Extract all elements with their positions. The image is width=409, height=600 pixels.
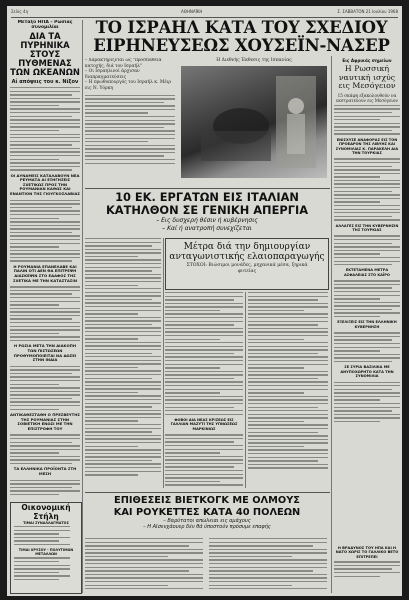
right-story3-head: ΑΛΛΑΓΕΣ ΕΙΣ ΤΗΝ ΚΥΒΕΡΝΗΣΙΝ ΤΗΣ ΤΟΥΡΚΙΑΣ bbox=[335, 223, 399, 233]
left-story2-head: ΟΙ ΔΥΝΑΜΕΙΣ ΚΑΤΑΛΑΒΟΥΝ ΝΕΑ ΡΕΥΜΑΤΑ ΑΙ ΕΞΗΓΗΣΕΙΣ ΣΧΕΤΙΚΩΣ ΠΡΟΣ ΤΗΝ ΡΟΥΜΑΝΙΑΝ ΚΑΘΩΣ ΚΑΙ ΕΝΑΝΤΙΟΝ ΤΗΣ ΓΙΟΥΓΚΟΣΛΑΒΙΑΣ bbox=[10, 172, 80, 197]
italy-strike-block bbox=[85, 191, 329, 232]
econ-table-1 bbox=[11, 525, 81, 548]
left-text-1 bbox=[10, 87, 80, 171]
econ-table-2 bbox=[11, 556, 81, 583]
center-col-c bbox=[248, 292, 328, 488]
date-line: Σ. ΣΑΒΒΑΤΟΝ 21 Ιουλίου 1968 bbox=[337, 9, 398, 14]
france-head: ΦΟΒΟΙ ΔΙΑ ΝΕΑΣ ΚΡΙΣΕΩΣ ΕΙΣ ΓΑΛΛΙΑΝ ΜΑΖΥΤΙ ΤΗΣ ΥΠΝΩΣΕΩΣ ΜΑΡΚΙΝΙΩΣ bbox=[170, 418, 238, 431]
center-rule-a bbox=[163, 238, 164, 488]
left-text-2 bbox=[10, 200, 80, 262]
left-story4-head: Η ΡΩΣΙΑ ΜΕΤΑ ΤΗΝ ΔΙΑΚΟΠΗ ΤΩΝ ΠΙΣΤΩΣΕΩΝ ΠΡΟΘΥΜΟΠΟΙΕΙΤΑΙ ΝΑ ΔΩΣΕΙ ΣΤΗΝ ΙΝΔΙΑ bbox=[13, 343, 77, 363]
right-text-1 bbox=[334, 105, 400, 135]
center-rule-b bbox=[245, 292, 246, 488]
econ-sub1: ΤΙΜΑΙ ΣΥΝΑΛΛΑΓΜΑΤΟΣ bbox=[23, 521, 69, 525]
photo-caption-top: Η Διεθνής Έκθεσις της Ισπανίας bbox=[216, 58, 292, 63]
center-rule-2 bbox=[85, 492, 330, 493]
right-text-6 bbox=[334, 382, 400, 423]
column-rule-1 bbox=[82, 20, 83, 593]
banner-line-1: ΤΟ ΙΣΡΑΗΛ ΚΑΤΑ ΤΟΥ ΣΧΕΔΙΟΥ bbox=[95, 18, 388, 37]
vietcong-headline-2: ΚΑΙ ΡΟΥΚΕΤΤΕΣ ΚΑΤΑ 40 ΠΟΛΕΩΝ bbox=[113, 506, 301, 518]
italy-deck-2: – Καί ή ανατροπή συνεχίζεται bbox=[162, 224, 252, 232]
center-rule-1 bbox=[85, 188, 330, 189]
newspaper-page bbox=[7, 6, 402, 596]
vietcong-text-b bbox=[209, 538, 327, 593]
italy-deck-1: – Εις δυσχερή θέσιν ή κυβέρνησις bbox=[156, 217, 258, 224]
vietcong-text-a bbox=[85, 538, 203, 593]
banner-story-text bbox=[85, 95, 175, 164]
banner-bullet-3: – Η πρωθυπουργός του Ισραήλ κ. Μέιρ εις Ν. Υόρκη bbox=[85, 80, 171, 91]
right-story5-head: ΕΞΕΛΙΞΕΙΣ ΕΙΣ ΤΗΝ ΕΛΛΗΝΙΚΗ ΚΥΒΕΡΝΗΣΗ bbox=[337, 320, 397, 329]
right-text-5 bbox=[334, 332, 400, 362]
banner-story-column bbox=[85, 58, 175, 186]
center-col-a bbox=[85, 238, 161, 488]
left-story5-head: ΑΝΤΙΚΑΘΕΣΤΑΘΗ Ο ΠΡΕΣΒΕΥΤΗΣ ΤΗΣ ΡΟΥΜΑΝΙΑΣ ΣΤΗΝ ΣΟΒΙΕΤΙΚΗ ΕΝΩΣΙ ΜΕ ΤΗΝ ΕΠΙΣΤΡΟΦΗ ΤΟΥ bbox=[10, 412, 80, 431]
right-story4-head: ΕΚΤΕΤΑΜΕΝΑ ΜΕΤΡΑ ΑΣΦΑΛΕΙΑΣ ΣΤΟ ΚΑΪΡΟ bbox=[344, 268, 390, 277]
econ-title: Οικονομική Στήλη bbox=[21, 503, 71, 521]
right-story7-head: Η ΒΡΑΔΥΝΟΣ ΤΟΥ ΗΠΑ ΚΑΙ Η ΝΑΤΟ ΧΩΡΙΣ ΤΟ ΓΑΛΛΙΚΟ ΒΕΤΟ ΕΠΙΤΡΕΠΕΙ bbox=[335, 546, 399, 559]
left-text-3 bbox=[10, 286, 80, 341]
olive-headline-1: Μέτρα διά την δημιουργίαν bbox=[183, 242, 311, 252]
right-text-3 bbox=[334, 235, 400, 265]
photo-block bbox=[179, 58, 329, 186]
right-headline: Η Ρωσσική ναυτική ισχύς εις Μεσόγειον bbox=[338, 64, 396, 91]
photo-figures bbox=[181, 66, 327, 178]
left-headline: ΔΙΑ ΤΑ ΠΥΡΗΝΙΚΑ ΣΤΟΥΣ ΠΥΘΜΕΝΑΣ ΤΩΝ ΩΚΕΑΝΩΝ bbox=[10, 31, 80, 77]
right-text-4 bbox=[334, 280, 400, 317]
econ-sub2: ΤΙΜΑΙ ΧΡΥΣΟΥ - ΠΟΛΥΤΙΜΩΝ ΜΕΤΑΛΛΩΝ bbox=[18, 548, 74, 557]
banner-headline bbox=[85, 19, 398, 55]
right-text-2 bbox=[334, 158, 400, 220]
right-story6-head: ΣΕ ΣΥΡΙΑ ΒΑΣΙΛΙΚΑ ΜΕ ΑΝΥΠΟΧΩΡΗΤΟ ΚΑΤΑ ΤΗΝ ΣΥΝΟΜΙΛΙΑ bbox=[340, 365, 394, 379]
left-text-4 bbox=[10, 366, 80, 410]
right-story2-head: ΕΝΙΣΧΥΣΕ ΑΝΑΦΟΡΑΣ ΕΙΣ ΤΟΝ ΠΡΟΕΔΡΟΝ ΤΗΣ ΛΙΒΥΗΣ ΚΑΙ ΣΥΝΟΜΙΛΙΑΣ Κ. ΠΑΡΑΚΕΛΗ ΔΙΑ ΤΗΝ ΤΟΥΡΚΙΑΣ bbox=[335, 137, 399, 156]
news-photo bbox=[181, 66, 327, 178]
page-label: Σελίς 4η bbox=[11, 9, 29, 14]
column-rule-2 bbox=[331, 56, 332, 593]
left-text-6 bbox=[10, 480, 80, 496]
left-kicker: Μεταξύ ΗΠΑ – Ρωσίας συνομιλίαι bbox=[17, 20, 73, 30]
center-col-b bbox=[165, 292, 243, 488]
vietcong-block bbox=[85, 495, 329, 530]
vietcong-deck-1: – Βαρύτατοι απώλειαι εις αμάχους bbox=[163, 518, 251, 524]
running-header bbox=[11, 9, 398, 17]
banner-bullet-1: – Χαρακτηρίζεται ώς "προσπάθεια κατοχής, διά τον Ισραήλ" bbox=[85, 58, 162, 69]
olive-sub: ΣΤΟΧΟΙ: Βιώσιμοι μονάδες, μηχανικά μέσα, ξηρικά φυτείας bbox=[186, 263, 308, 274]
olive-oil-box bbox=[165, 238, 329, 290]
left-deck: Αί απόψεις του κ. Νίξον bbox=[11, 79, 79, 85]
right-kicker: Εις Αφρικάς σημείων bbox=[342, 58, 392, 63]
left-story6-head: ΤΑ ΕΛΛΗΝΙΚΑ ΠΡΟΪΟΝΤΑ ΣΤΗ ΜΕΣΗ bbox=[13, 466, 77, 476]
right-column-bottom bbox=[334, 546, 400, 593]
paper-name: ΑΘΗΝΑΪΚΗ bbox=[181, 9, 203, 14]
left-text-5 bbox=[10, 434, 80, 464]
vietcong-deck-2: – Η Αϊσενχάουερ δέν θά ύποστούν πρόσυμε επαφής bbox=[143, 524, 271, 531]
right-column bbox=[334, 58, 400, 498]
economic-column-box bbox=[10, 502, 82, 594]
vietcong-headline-1: ΕΠΙΘΕΣΕΙΣ ΒΙΕΤΚΟΓΚ ΜΕ ΟΛΜΟΥΣ bbox=[114, 495, 300, 506]
banner-bullet-2: – Οι Ισραηλινοί άρχισαν διαπραγματεύσεις bbox=[85, 69, 140, 80]
left-story3-head: Η ΡΟΥΜΑΝΙΑ ΕΠΑΝΕΛΑΒΕ ΚΑΙ ΠΑΛΙΝ ΟΤΙ ΔΕΝ ΘΑ ΕΠΙΤΡΕΨΗ ΔΙΑΣΚΕΨΙΝ ΣΤΟ ΕΔΑΦΟΣ ΤΗΣ ΣΧΕΤΙΚΑ ΜΕ ΤΗΝ ΚΑΤΑΣΤΑΣΙΝ bbox=[13, 263, 77, 283]
banner-line-2: ΕΙΡΗΝΕΥΣΕΩΣ ΧΟΥΣΕΪΝ-ΝΑΣΕΡ bbox=[93, 36, 390, 55]
olive-headline-2: ανταγωνιστικής ελαιοπαραγωγής bbox=[169, 252, 325, 262]
italy-headline-1: 10 ΕΚ. ΕΡΓΑΤΩΝ ΕΙΣ ΙΤΑΛΙΑΝ bbox=[115, 190, 299, 204]
right-text-7 bbox=[334, 561, 400, 577]
right-deck: 15 σκάφη εξακολουθούν να εκστρατεύουν εις Μεσόγειον bbox=[336, 92, 398, 103]
italy-headline-2: ΚΑΤΗΛΘΟΝ ΣΕ ΓΕΝΙΚΗ ΑΠΕΡΓΙΑ bbox=[105, 203, 309, 217]
